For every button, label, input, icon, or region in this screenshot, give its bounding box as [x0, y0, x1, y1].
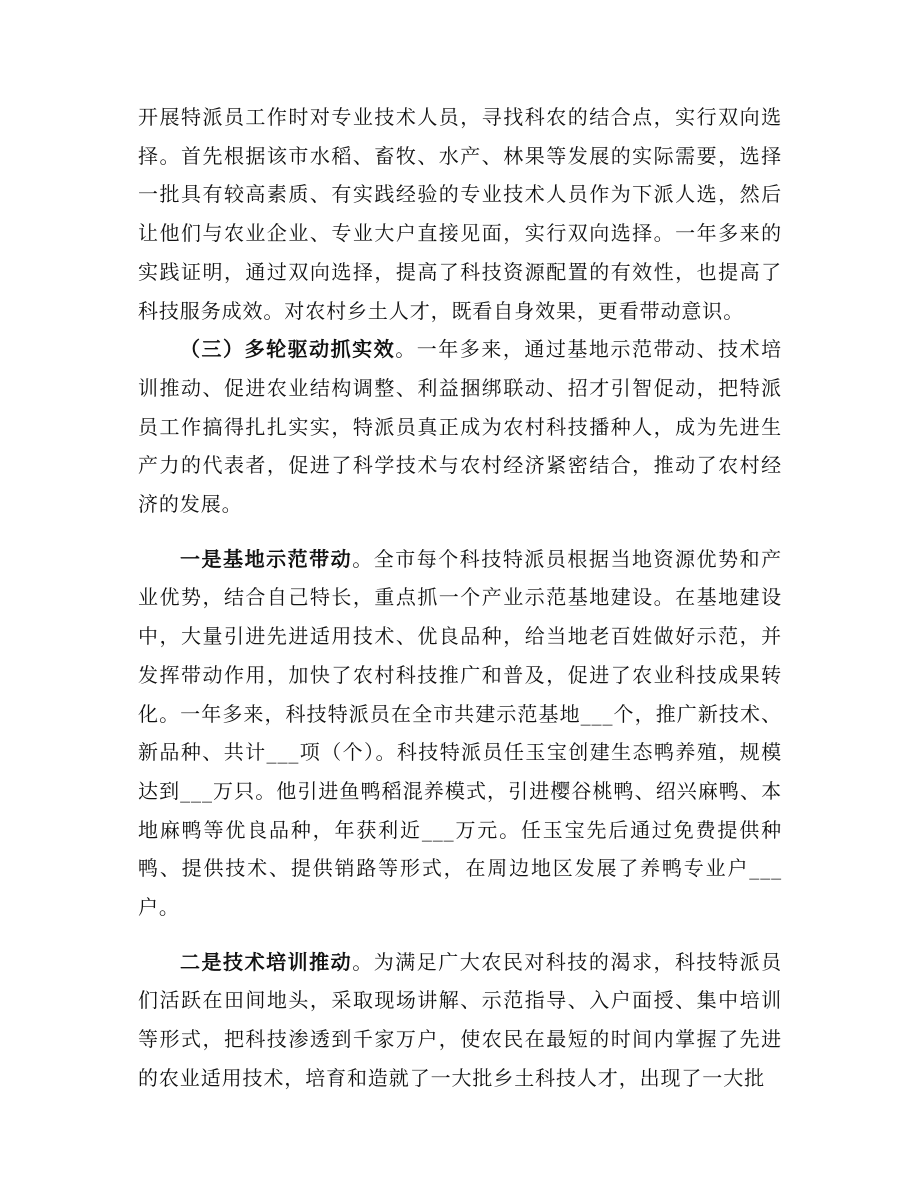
paragraph-2	[138, 330, 782, 524]
paragraph-3-heading: 一是基地示范带动	[180, 546, 353, 571]
paragraph-2-text: 。一年多来，通过基地示范带动、技术培训推动、促进农业结构调整、利益捆绑联动、招才引智促动，把特派员工作搞得扎扎实实，特派员真正成为农村科技播种人，成为先进生产力的代表者，促进了科学技术与农村经济紧密结合，推动了农村经济的发展。	[138, 337, 783, 517]
paragraph-1-text: 开展特派员工作时对专业技术人员，寻找科农的结合点，实行双向选择。首先根据该市水稻、畜牧、水产、林果等发展的实际需要，选择一批具有较高素质、有实践经验的专业技术人员作为下派人选，然后让他们与农业企业、专业大户直接见面，实行双向选择。一年多来的实践证明，通过双向选择，提高了科技资源配置的有效性，也提高了科技服务成效。对农村乡土人才，既看自身效果，更看带动意识。	[138, 105, 782, 323]
paragraph-2-heading: （三）多轮驱动抓实效	[180, 337, 396, 362]
paragraph-4	[138, 943, 782, 1098]
paragraph-4-text: 。为满足广大农民对科技的渴求，科技特派员们活跃在田间地头，采取现场讲解、示范指导、入户面授、集中培训等形式，把科技渗透到千家万户，使农民在最短的时间内掌握了先进的农业适用技术，培育和造就了一大批乡土科技人才，出现了一大批	[138, 949, 783, 1090]
paragraph-3	[138, 540, 782, 927]
document-page	[138, 98, 782, 1098]
paragraph-3-text: 。全市每个科技特派员根据当地资源优势和产业优势，结合自己特长，重点抓一个产业示范基地建设。在基地建设中，大量引进先进适用技术、优良品种，给当地老百姓做好示范，并发挥带动作用，加快了农村科技推广和普及，促进了农业科技成果转化。一年多来，科技特派员在全市共建示范基地___个，推广新技术、新品种、共计___项（个）。科技特派员任玉宝创建生态鸭养殖，规模达到___万只。他引进鱼鸭稻混养模式，引进樱谷桃鸭、绍兴麻鸭、本地麻鸭等优良品种，年获利近___万元。任玉宝先后通过免费提供种鸭、提供技术、提供销路等形式，在周边地区发展了养鸭专业户___户。	[138, 546, 783, 920]
paragraph-1	[138, 98, 782, 330]
paragraph-4-heading: 二是技术培训推动	[180, 949, 353, 974]
